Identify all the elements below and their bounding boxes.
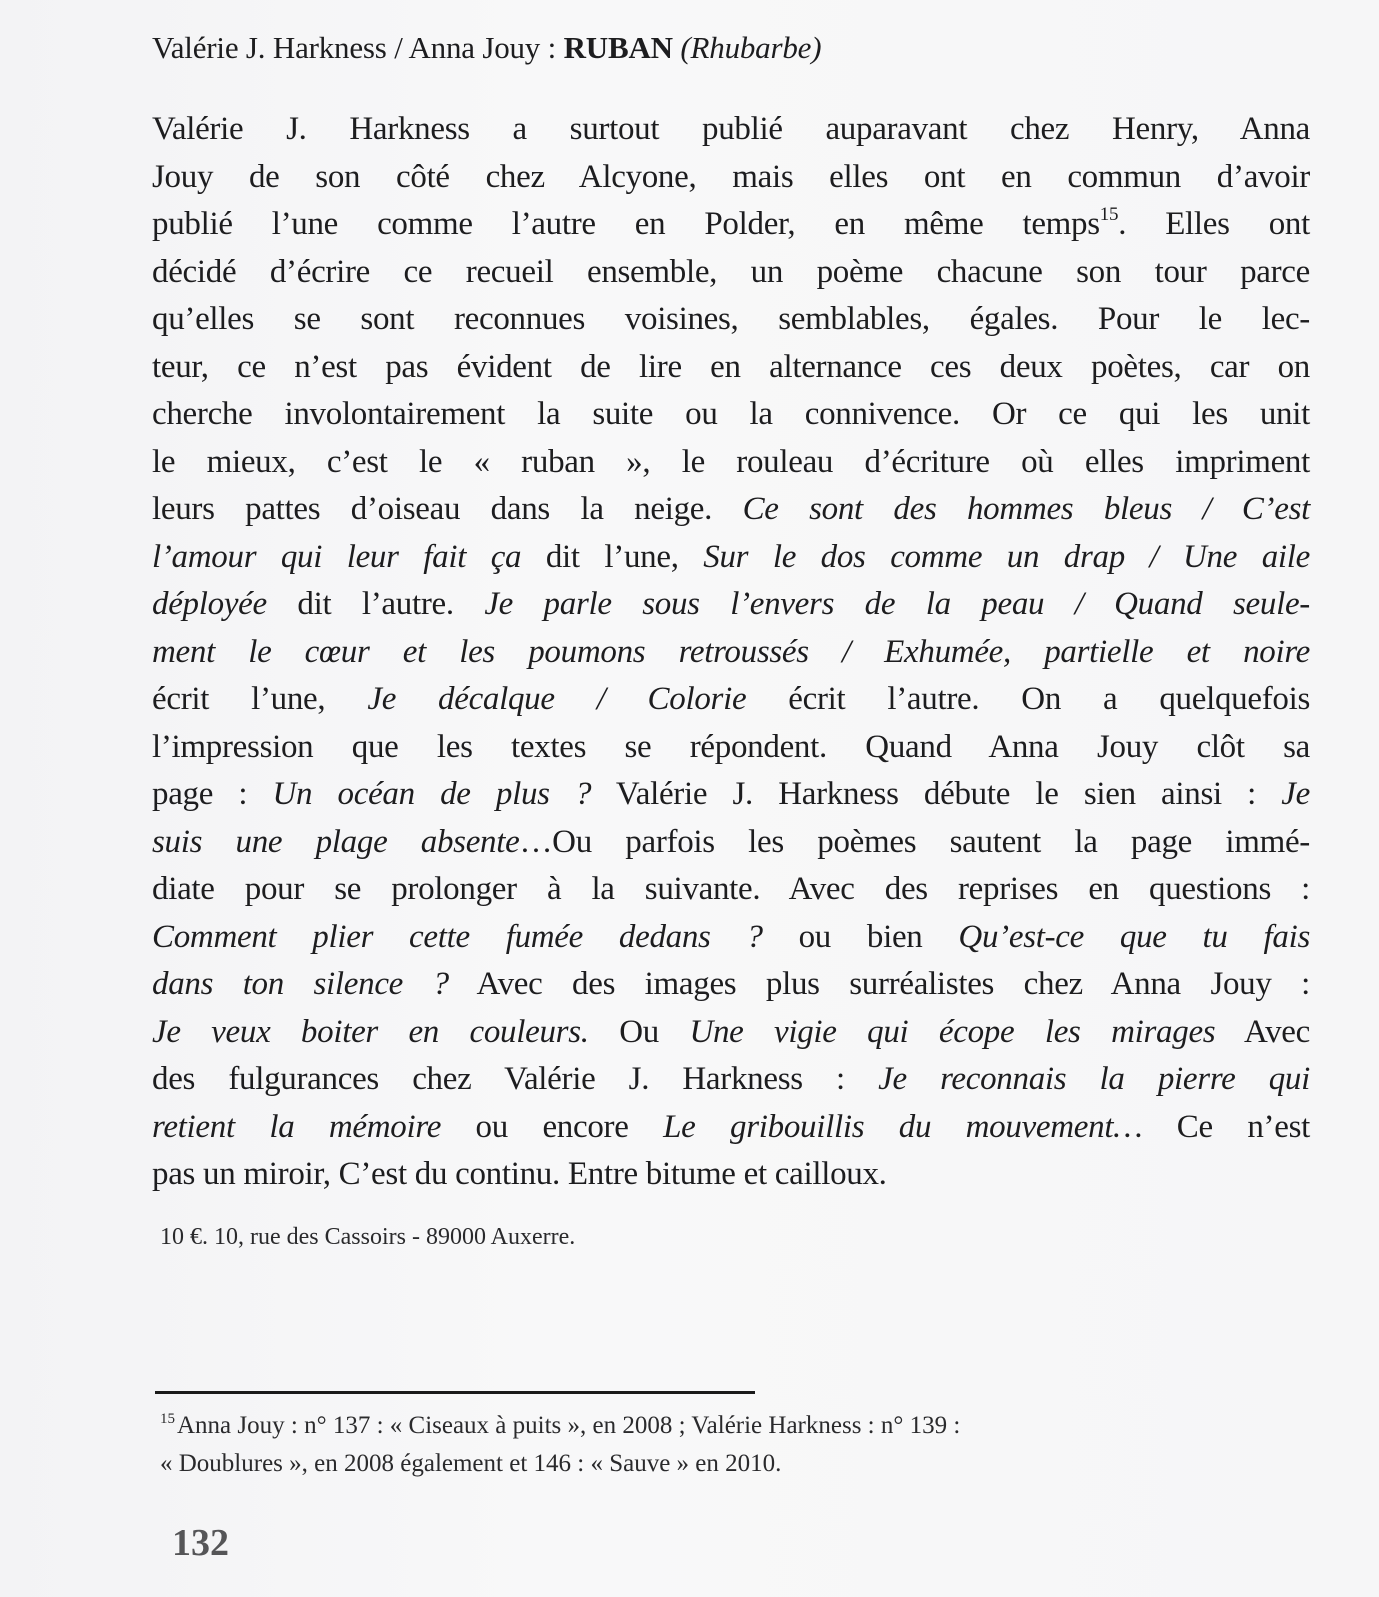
footnote-text-1: Anna Jouy : n° 137 : « Ciseaux à puits », en 2008 ; Valérie Harkness : n° 139 : xyxy=(177,1412,961,1439)
review-text: …Ou parfois les poèmes sautent la page immé- xyxy=(519,823,1310,860)
review-text: Ce n’est xyxy=(1142,1108,1310,1145)
review-text: écrit l’autre. On a quelquefois xyxy=(746,681,1311,717)
review-text: Valérie J. Harkness a surtout publié auparavant chez Henry, Anna xyxy=(152,111,1310,147)
footnote-line-1 xyxy=(160,1407,1260,1445)
review-text: diate pour se prolonger à la suivante. Avec des reprises en questions : xyxy=(152,871,1310,907)
review-heading xyxy=(152,28,821,68)
footnote-reference: 15 xyxy=(1099,204,1119,225)
review-line xyxy=(152,676,1310,724)
review-line xyxy=(152,154,1310,202)
quoted-verse: Le gribouillis du mouvement… xyxy=(663,1108,1143,1145)
quoted-verse: Ce sont des hommes bleus / C’est xyxy=(742,491,1310,527)
quoted-verse: retient la mémoire xyxy=(152,1108,442,1145)
quoted-verse: Comment plier cette fumée dedans ? xyxy=(152,918,763,955)
review-text: Jouy de son côté chez Alcyone, mais elles ont en commun d’avoir xyxy=(152,158,1310,195)
quoted-verse: dans ton silence ? xyxy=(152,966,449,1002)
review-line xyxy=(152,914,1310,962)
quoted-verse: Je reconnais la pierre qui xyxy=(878,1061,1310,1097)
review-text: dit l’une, xyxy=(521,538,704,575)
quoted-verse: Je décalque / Colorie xyxy=(367,681,747,717)
review-line xyxy=(152,391,1310,439)
quoted-verse: Sur le dos comme un drap / Une aile xyxy=(703,538,1310,575)
review-line xyxy=(152,724,1310,772)
quoted-verse: Qu’est-ce que tu fais xyxy=(958,918,1310,955)
review-text: qu’elles se sont reconnues voisines, semblables, égales. Pour le lec- xyxy=(152,301,1310,337)
footnote-line-2: « Doublures », en 2008 également et 146 : « Sauve » en 2010. xyxy=(160,1450,782,1477)
quoted-verse: Je veux boiter en couleurs. xyxy=(152,1013,589,1050)
review-line xyxy=(152,439,1310,487)
quoted-verse: Une vigie qui écope les mirages xyxy=(689,1013,1216,1050)
quoted-verse: l’amour qui leur fait ça xyxy=(152,538,522,575)
footnote-marker: 15 xyxy=(160,1411,175,1427)
review-line xyxy=(152,1151,1310,1199)
review-line xyxy=(152,629,1310,677)
review-line xyxy=(152,1104,1310,1152)
review-line xyxy=(152,534,1310,582)
review-line xyxy=(152,819,1310,867)
review-line xyxy=(152,201,1310,249)
heading-publisher: (Rhubarbe) xyxy=(680,30,822,65)
quoted-verse: suis une plage absente xyxy=(152,823,520,860)
price-and-address: 10 €. 10, rue des Cassoirs - 89000 Auxerre. xyxy=(160,1224,576,1250)
review-text: . Elles ont xyxy=(1118,206,1310,242)
review-line xyxy=(152,486,1310,534)
review-text: teur, ce n’est pas évident de lire en alternance ces deux poètes, car on xyxy=(152,348,1310,385)
quoted-verse: Je parle sous l’envers de la peau / Quand seule- xyxy=(484,586,1310,622)
heading-authors: Valérie J. Harkness / Anna Jouy : xyxy=(152,30,564,65)
heading-book-title: RUBAN xyxy=(563,30,673,65)
quoted-verse: déployée xyxy=(152,586,267,622)
review-line xyxy=(152,106,1310,154)
review-line xyxy=(152,581,1310,629)
review-text: des fulgurances chez Valérie J. Harkness : xyxy=(152,1061,879,1097)
footnote xyxy=(160,1407,1260,1483)
review-text: page : xyxy=(152,776,273,812)
review-text: Avec xyxy=(1215,1013,1310,1050)
review-line xyxy=(152,771,1310,819)
quoted-verse: ment le cœur et les poumons retroussés / Exhumée, partielle et noire xyxy=(152,633,1310,670)
quoted-verse: Je xyxy=(1281,776,1310,812)
review-text: l’impression que les textes se répondent. Quand Anna Jouy clôt sa xyxy=(152,728,1310,765)
review-text: décidé d’écrire ce recueil ensemble, un poème chacune son tour parce xyxy=(152,253,1310,290)
review-text: publié l’une comme l’autre en Polder, en même temps xyxy=(152,206,1100,242)
review-text: ou encore xyxy=(441,1108,664,1145)
review-line xyxy=(152,249,1310,297)
review-text: ou bien xyxy=(762,918,959,955)
review-text: Valérie J. Harkness débute le sien ainsi : xyxy=(591,776,1282,812)
review-body xyxy=(152,106,1310,1199)
review-line xyxy=(152,866,1310,914)
review-text: Ou xyxy=(588,1013,690,1050)
review-line xyxy=(152,1009,1310,1057)
review-text: écrit l’une, xyxy=(152,681,368,717)
page-number: 132 xyxy=(172,1522,229,1564)
review-line xyxy=(152,1056,1310,1104)
review-line xyxy=(152,296,1310,344)
review-line xyxy=(152,961,1310,1009)
review-text: leurs pattes d’oiseau dans la neige. xyxy=(152,491,743,527)
review-text: le mieux, c’est le « ruban », le rouleau d’écriture où elles impriment xyxy=(152,443,1310,480)
review-line xyxy=(152,344,1310,392)
review-text: pas un miroir, C’est du continu. Entre bitume et cailloux. xyxy=(152,1156,887,1192)
review-text: dit l’autre. xyxy=(266,586,485,622)
review-text: Avec des images plus surréalistes chez Anna Jouy : xyxy=(448,966,1311,1002)
review-text: cherche involontairement la suite ou la connivence. Or ce qui les unit xyxy=(152,396,1310,432)
footnote-divider xyxy=(155,1391,755,1394)
quoted-verse: Un océan de plus ? xyxy=(272,776,592,812)
